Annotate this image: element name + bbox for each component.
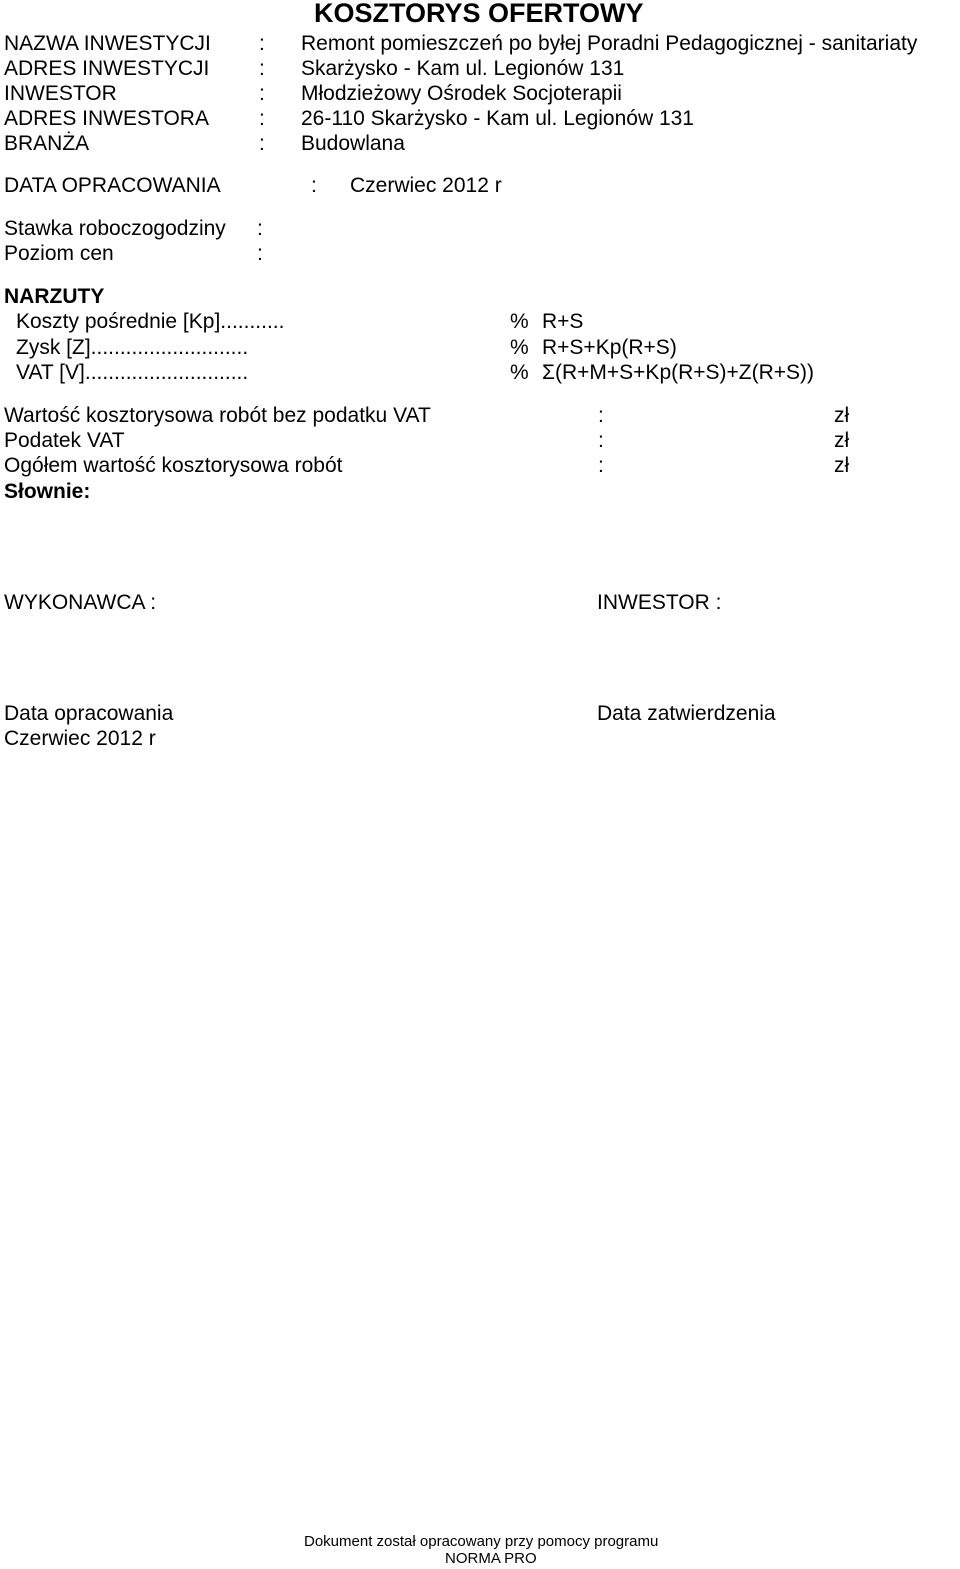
separator: :	[257, 217, 263, 240]
prepared-date-label: Data opracowania	[4, 702, 174, 725]
trade-label: BRANŻA	[4, 132, 90, 155]
currency-unit: zł	[834, 429, 850, 452]
investment-name-value: Remont pomieszczeń po byłej Poradni Pedagogicznej - sanitariaty	[301, 32, 918, 55]
trade-value: Budowlana	[301, 132, 405, 155]
separator: :	[598, 454, 604, 477]
separator: :	[259, 107, 265, 130]
currency-unit: zł	[834, 404, 850, 427]
separator: :	[259, 132, 265, 155]
investor-address-value: 26-110 Skarżysko - Kam ul. Legionów 131	[301, 107, 694, 130]
contractor-label: WYKONAWCA :	[4, 591, 157, 614]
currency-unit: zł	[834, 454, 850, 477]
footer-note: Dokument został opracowany przy pomocy programu	[304, 1533, 659, 1550]
hourly-rate-label: Stawka roboczogodziny	[4, 217, 226, 240]
separator: :	[259, 32, 265, 55]
prepared-date-value: Czerwiec 2012 r	[4, 727, 156, 750]
gross-value-label: Ogółem wartość kosztorysowa robót	[4, 454, 343, 477]
document-title: KOSZTORYS OFERTOWY	[314, 0, 644, 28]
investment-address-value: Skarżysko - Kam ul. Legionów 131	[301, 57, 625, 80]
investor-value: Młodzieżowy Ośrodek Socjoterapii	[301, 82, 622, 105]
percent-unit: %	[510, 336, 529, 359]
percent-unit: %	[510, 310, 529, 333]
vat-basis: Σ(R+M+S+Kp(R+S)+Z(R+S))	[542, 361, 815, 384]
percent-unit: %	[510, 361, 529, 384]
investment-name-label: NAZWA INWESTYCJI	[4, 32, 211, 55]
price-level-label: Poziom cen	[4, 242, 114, 265]
separator: :	[257, 242, 263, 265]
vat-label: VAT [V]............................	[16, 361, 249, 384]
investor-address-label: ADRES INWESTORA	[4, 107, 209, 130]
footer-program-name: NORMA PRO	[445, 1550, 537, 1567]
vat-tax-label: Podatek VAT	[4, 429, 125, 452]
indirect-costs-label: Koszty pośrednie [Kp]...........	[16, 310, 285, 333]
separator: :	[311, 174, 317, 197]
investor-signature-label: INWESTOR :	[597, 591, 722, 614]
preparation-date-label: DATA OPRACOWANIA	[4, 174, 221, 197]
approved-date-label: Data zatwierdzenia	[597, 702, 776, 725]
separator: :	[259, 82, 265, 105]
indirect-costs-basis: R+S	[542, 310, 584, 333]
separator: :	[598, 404, 604, 427]
net-value-label: Wartość kosztorysowa robót bez podatku VAT	[4, 404, 431, 427]
investor-label: INWESTOR	[4, 82, 117, 105]
markups-heading: NARZUTY	[4, 285, 105, 308]
separator: :	[259, 57, 265, 80]
in-words-label: Słownie:	[4, 480, 91, 503]
preparation-date-value: Czerwiec 2012 r	[350, 174, 502, 197]
investment-address-label: ADRES INWESTYCJI	[4, 57, 210, 80]
profit-label: Zysk [Z]...........................	[16, 336, 249, 359]
profit-basis: R+S+Kp(R+S)	[542, 336, 677, 359]
separator: :	[598, 429, 604, 452]
